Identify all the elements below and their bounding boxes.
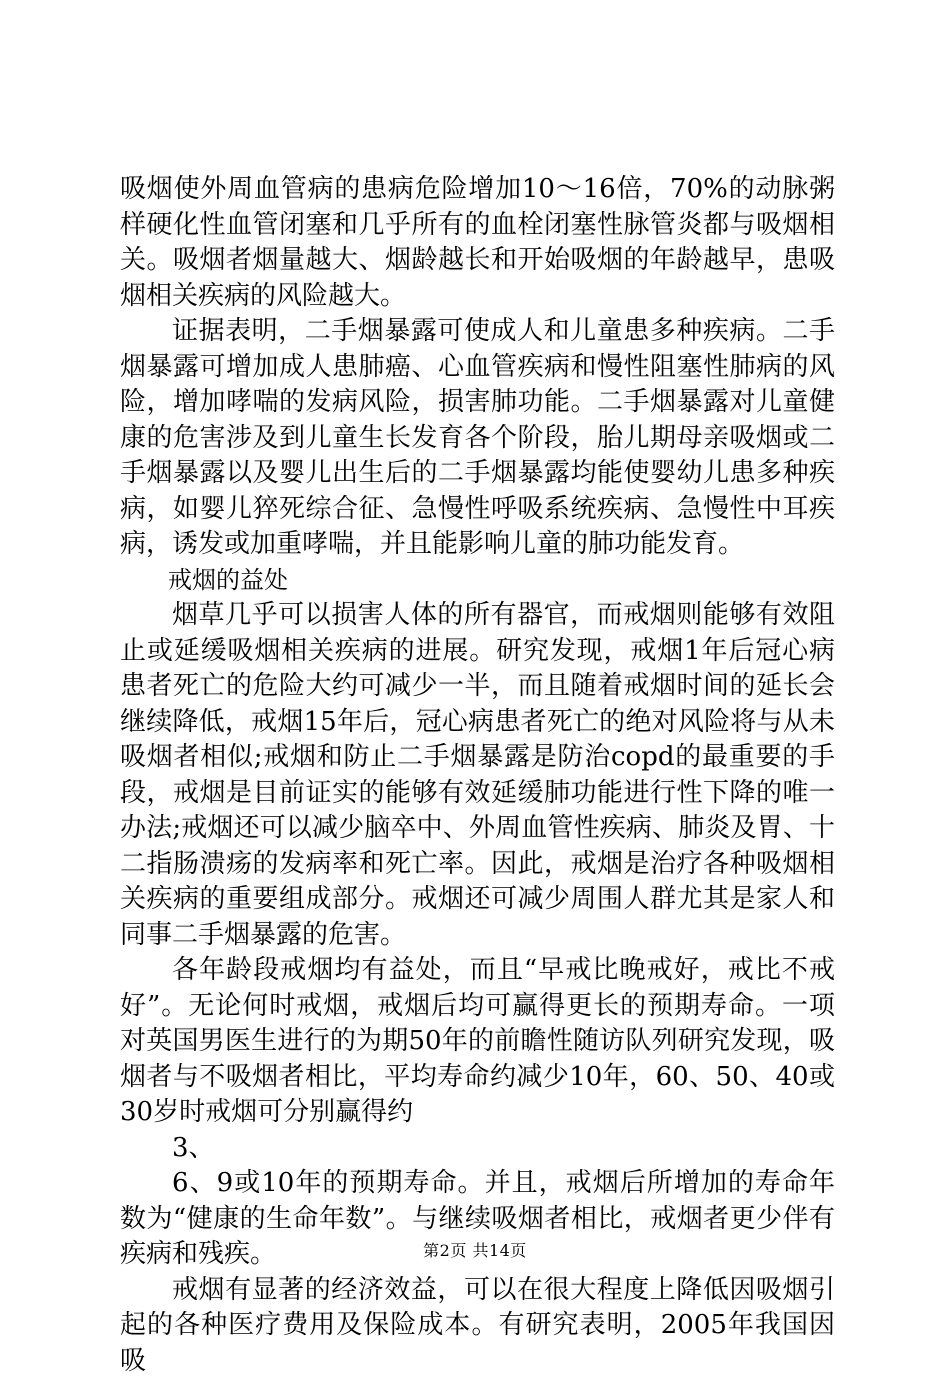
paragraph-age-benefits: 各年龄段戒烟均有益处，而且“早戒比晚戒好，戒比不戒好”。无论何时戒烟，戒烟后均可赢得更长的预期寿命。一项对英国男医生进行的为期50年的前瞻性随访队列研究发现，吸烟者与不吸烟者相比，平均寿命约减少10年，60、50、40或30岁时戒烟可分别赢得约 — [120, 953, 835, 1131]
document-body — [120, 172, 835, 1379]
paragraph-fragment-number: 3、 — [120, 1131, 835, 1167]
paragraph-organ-damage: 烟草几乎可以损害人体的所有器官，而戒烟则能够有效阻止或延缓吸烟相关疾病的进展。研究发现，戒烟1年后冠心病患者死亡的危险大约可减少一半，而且随着戒烟时间的延长会继续降低，戒烟15年后，冠心病患者死亡的绝对风险将与从未吸烟者相似;戒烟和防止二手烟暴露是防治copd的最重要的手段，戒烟是目前证实的能够有效延缓肺功能进行性下降的唯一办法;戒烟还可以减少脑卒中、外周血管性疾病、肺炎及胃、十二指肠溃疡的发病率和死亡率。因此，戒烟是治疗各种吸烟相关疾病的重要组成部分。戒烟还可减少周围人群尤其是家人和同事二手烟暴露的危害。 — [120, 598, 835, 953]
paragraph-life-years: 6、9或10年的预期寿命。并且，戒烟后所增加的寿命年数为“健康的生命年数”。与继续吸烟者相比，戒烟者更少伴有疾病和残疾。 — [120, 1166, 835, 1273]
section-heading-benefits: 戒烟的益处 — [120, 563, 835, 599]
paragraph-secondhand-smoke: 证据表明，二手烟暴露可使成人和儿童患多种疾病。二手烟暴露可增加成人患肺癌、心血管疾病和慢性阻塞性肺病的风险，增加哮喘的发病风险，损害肺功能。二手烟暴露对儿童健康的危害涉及到儿童生长发育各个阶段，胎儿期母亲吸烟或二手烟暴露以及婴儿出生后的二手烟暴露均能使婴幼儿患多种疾病，如婴儿猝死综合征、急慢性呼吸系统疾病、急慢性中耳疾病，诱发或加重哮喘，并且能影响儿童的肺功能发育。 — [120, 314, 835, 563]
page-footer: 第2页 共14页 — [0, 1238, 950, 1261]
paragraph-peripheral-vascular: 吸烟使外周血管病的患病危险增加10～16倍，70%的动脉粥样硬化性血管闭塞和几乎所有的血栓闭塞性脉管炎都与吸烟相关。吸烟者烟量越大、烟龄越长和开始吸烟的年龄越早，患吸烟相关疾病的风险越大。 — [120, 172, 835, 314]
paragraph-economic-benefits: 戒烟有显著的经济效益，可以在很大程度上降低因吸烟引起的各种医疗费用及保险成本。有研究表明，2005年我国因吸 — [120, 1273, 835, 1379]
